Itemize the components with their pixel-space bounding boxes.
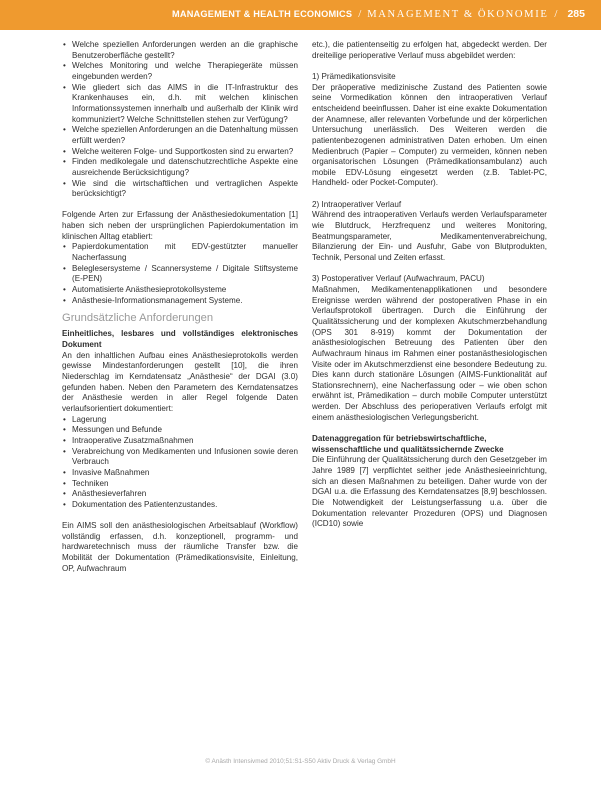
list-item: • Lagerung (62, 415, 298, 426)
paragraph: An den inhaltlichen Aufbau eines Anästhesieprotokolls werden gewisse Mindestanforderungen gestellt [10], die ihren Niederschlag im Kerndatensatz „Anästhesie“ der DGAI (3.0) gefunden haben. Neben den Parametern des Kerndatensatzes der Anästhesie werden in aller Regel folgende Daten verlaufsorientiert dokumentiert: (62, 350, 298, 413)
list-item: • Welche weiteren Folge- und Supportkosten sind zu erwarten? (62, 147, 298, 158)
list-item: • Verabreichung von Medikamenten und Infusionen sowie deren Verbrauch (62, 447, 298, 468)
list-item: • Welche speziellen Anforderungen werden an die graphische Benutzeroberfläche gestellt? (62, 40, 298, 61)
list-item: • Messungen und Befunde (62, 425, 298, 436)
paragraph: Die Einführung der Qualitätssicherung durch den Gesetzgeber im Jahre 1989 [7] verpflichtet seither jede Anästhesieeinrichtung, sich an diesen Maßnahmen zu beteiligen. Daher wurde von der DGAI u.a. die Erfassung des Kerndatensatzes [8,9] beschlossen. Die Notwendigkeit der Leistungserfassung u.a. über die Dokumentation relevanter Prozeduren (OPS) und Diagnosen (ICD10) sowie (312, 455, 547, 529)
right-column (312, 40, 547, 530)
page-footer: © Anästh Intensivmed 2010;51:S1-S50 Aktiv Druck & Verlag GmbH (205, 758, 396, 765)
header-section-left: MANAGEMENT & HEALTH ECONOMICS (172, 9, 353, 19)
page-number: 285 (567, 8, 585, 20)
paragraph: Folgende Arten zur Erfassung der Anästhesiedokumentation [1] haben sich neben der ursprünglichen Papierdokumentation im klinischen Alltag etabliert: (62, 210, 298, 241)
list-item: • Dokumentation des Patientenzustandes. (62, 500, 298, 511)
subsection-title: Datenaggregation für betriebswirtschaftliche, wissenschaftliche und qualitätssichernde Zwecke (312, 434, 504, 454)
left-column (62, 40, 298, 574)
paragraph: 1) Prämedikationsvisite Der präoperative medizinische Zustand des Patienten sowie seine Vormedikation können den intraoperativen Verlauf entscheidend beeinflussen. Daher ist eine exakte Dokumentation der Anamnese, aller relevanten Vorbefunde und der körperlichen Untersuchung unerlässlich. Des Weiteren werden die patientenbezogenen administrativen Daten erhoben. Um einen Medienbruch (Papier – Computer) zu vermeiden, können neben organisatorischen Lösungen (Prämedikationsambulanz) auch mobile EDV-Lösung eingesetzt werden (z.B. Tablet-PC, Handheld- oder Pocket-Computer). (312, 71, 547, 188)
paragraph: Ein AIMS soll den anästhesiologischen Arbeitsablauf (Workflow) vollständig erfassen, d.h. konzeptionell, programm- und hardwaretechnisch muss der räumliche Transfer bzw. die Mobilität der Dokumentation (Prämedikationsvisite, Einleitung, OP, Aufwachraum (62, 521, 298, 573)
section-title: Grundsätzliche Anforderungen (62, 312, 214, 325)
paragraph: etc.), die patientenseitig zu erfolgen hat, abgedeckt werden. Der dreiteilige perioperative Verlauf muss abgebildet werden: (312, 40, 547, 60)
paragraph: 3) Postoperativer Verlauf (Aufwachraum, PACU) Maßnahmen, Medikamentenapplikationen und besondere Ereignisse werden während der postoperativen Phase in ein Verlaufsprotokoll übertragen. Durch die Einführung der Qualitätssicherung und der komplexen Akutschmerzbehandlung (OPS 301 8-919) kommt der Dokumentation der anästhesiologischen Betreuung des Patienten über den Aufwachraum hinaus im Rahmen einer postanästhesiologischen Visite oder im Akutschmerzdienst eine besondere Bedeutung zu. Dies kann durch stationäre Lösungen (AIMS-Funktionalität auf Stationsrechnern), eine Nacherfassung oder – wie oben schon erwähnt ist, Prämedikation – durch mobile Computer unterstützt werden. Der Abschluss des perioperativen Verlaufs erfolgt mit einem anästhesiologischen Verlegungsbericht. (312, 274, 547, 422)
header-separator: / (358, 8, 362, 20)
list-item: • Beleglesersysteme / Scannersysteme / Digitale Stiftsysteme (E-PEN) (62, 264, 298, 285)
paragraph: 2) Intraoperativer Verlauf Während des intraoperativen Verlaufs werden Verlaufsparameter wie Blutdruck, Herzfrequenz und weiteres Monitoring, Beatmungsparameter, Medikamentenverabreichung, Bilanzierung der Ein- und Ausfuhr, Gabe von Blutprodukten, Technik, Personal und Zeiten erfasst. (312, 199, 547, 262)
list-item: • Intraoperative Zusatzmaßnahmen (62, 436, 298, 447)
documentation-types-list (62, 242, 298, 306)
list-item: • Welches Monitoring und welche Therapiegeräte müssen eingebunden werden? (62, 61, 298, 82)
question-list (62, 40, 298, 200)
documented-data-list (62, 415, 298, 511)
list-item: • Wie gliedert sich das AIMS in die IT-Infrastruktur des Krankenhauses ein, d.h. mit welchen klinischen Informationssystemen innerhalb und außerhalb der Klinik wird kommuniziert? Welche Schnittstellen stehen zur Verfügung? (62, 83, 298, 126)
list-item: • Wie sind die wirtschaftlichen und vertraglichen Aspekte berücksichtigt? (62, 179, 298, 200)
list-item: • Finden medikolegale und datenschutzrechtliche Aspekte eine ausreichende Berücksichtigung? (62, 157, 298, 178)
list-item: • Invasive Maßnahmen (62, 468, 298, 479)
list-item: • Papierdokumentation mit EDV-gestützter manueller Nacherfassung (62, 242, 298, 263)
list-item: • Anästhesie-Informationsmanagement Systeme. (62, 296, 298, 307)
list-item: • Techniken (62, 479, 298, 490)
list-item: • Welche speziellen Anforderungen an die Datenhaltung müssen erfüllt werden? (62, 125, 298, 146)
list-item: • Anästhesieverfahren (62, 489, 298, 500)
header-section-right: MANAGEMENT & ÖKONOMIE (367, 8, 549, 20)
header-separator-2: / (554, 8, 558, 20)
page-header (0, 0, 601, 30)
subsection-title: Einheitliches, lesbares und vollständiges elektronisches Dokument (62, 329, 298, 349)
header-title (172, 8, 585, 20)
list-item: • Automatisierte Anästhesieprotokollsysteme (62, 285, 298, 296)
